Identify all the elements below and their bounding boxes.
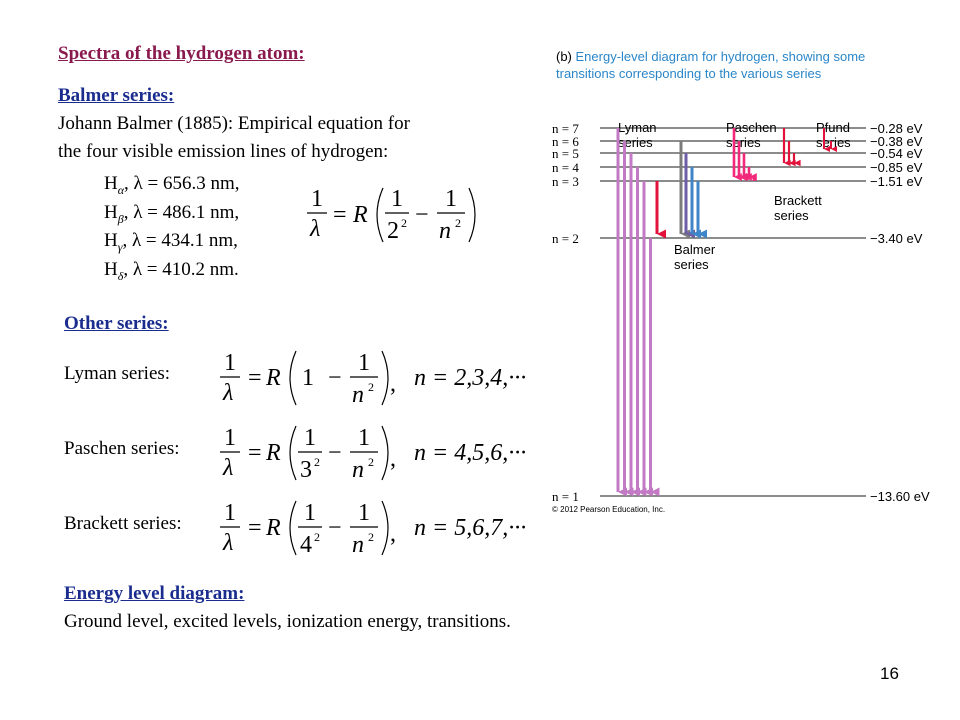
brackett-series-label: series (774, 208, 809, 223)
balmer-line-delta (104, 258, 239, 288)
line-value: , λ = 434.1 nm, (122, 230, 238, 251)
svg-text:1: 1 (445, 186, 457, 212)
balmer-line-beta (104, 201, 239, 231)
formula-text: , (390, 521, 396, 547)
formula-stroke (290, 501, 296, 555)
subscript: δ (117, 268, 124, 283)
other-heading: Other series: (64, 313, 169, 334)
symbol: H (104, 259, 118, 280)
formula-text: = (248, 440, 262, 466)
symbol: H (104, 202, 118, 223)
balmer-series-label: series (674, 257, 709, 272)
lyman-series-label: Lyman (618, 120, 657, 135)
svg-text:2: 2 (455, 216, 461, 230)
balmer-formula (305, 180, 505, 250)
svg-text:2: 2 (401, 216, 407, 230)
formula-second: n (439, 218, 451, 244)
level-energy-label: −1.51 eV (870, 174, 923, 189)
formula-text: n = 4,5,6,··· (414, 440, 527, 466)
formula-text: 4 (300, 532, 312, 558)
formula-text: 3 (300, 457, 312, 483)
level-energy-label: −0.28 eV (870, 121, 923, 136)
formula-text: λ (223, 530, 234, 556)
series-label: Brackett series: (64, 513, 182, 534)
diagram-caption (556, 48, 865, 82)
svg-text:−: − (415, 202, 429, 228)
formula-text: 1 (304, 425, 316, 451)
level-energy-label: −3.40 eV (870, 231, 923, 246)
level-energy-label: −0.38 eV (870, 134, 923, 149)
formula-text: 1 (224, 425, 236, 451)
formula-text: n (352, 532, 364, 558)
formula-text: − (328, 515, 342, 541)
formula-text: λ (223, 380, 234, 406)
series-formula (218, 495, 538, 561)
balmer-heading: Balmer series: (58, 85, 175, 106)
formula-text: n (352, 457, 364, 483)
subscript: β (117, 211, 124, 226)
line-value: , λ = 410.2 nm. (123, 259, 239, 280)
formula-text: 2 (314, 455, 320, 469)
brackett-series-label: Brackett (774, 193, 822, 208)
formula-text: 1 (358, 500, 370, 526)
formula-stroke (290, 351, 296, 405)
formula-text: 1 (224, 500, 236, 526)
level-n-label: n = 4 (552, 160, 579, 175)
level-energy-label: −13.60 eV (870, 489, 930, 504)
svg-text:1: 1 (311, 186, 323, 212)
formula-text: 1 (304, 500, 316, 526)
formula-text: 2 (314, 530, 320, 544)
series-formula (218, 420, 538, 486)
level-n-label: n = 1 (552, 489, 579, 504)
svg-text:λ: λ (310, 216, 321, 242)
line-value: , λ = 486.1 nm, (123, 202, 240, 223)
formula-text: = (248, 515, 262, 541)
energy-heading: Energy level diagram: (64, 583, 245, 604)
formula-text: 1 (358, 425, 370, 451)
paschen-series-label: series (726, 135, 761, 150)
balmer-text-line2: the four visible emission lines of hydrogen: (58, 141, 389, 162)
caption-line2: transitions corresponding to the various series (556, 66, 822, 81)
balmer-text-line1: Johann Balmer (1885): Empirical equation for (58, 113, 410, 134)
copyright: © 2012 Pearson Education, Inc. (552, 505, 666, 514)
slide-title: Spectra of the hydrogen atom: (58, 43, 305, 64)
caption-label: (b) (556, 49, 572, 64)
formula-first: 2 (387, 218, 399, 244)
formula-text: 1 (224, 350, 236, 376)
svg-text:1: 1 (391, 186, 403, 212)
formula-text: R (266, 515, 281, 541)
series-label: Paschen series: (64, 438, 180, 459)
formula-text: 2 (368, 455, 374, 469)
formula-text: R (266, 365, 281, 391)
formula-stroke (290, 426, 296, 480)
caption-line1: Energy-level diagram for hydrogen, showing some (575, 49, 866, 64)
pfund-series-label: Pfund (816, 120, 850, 135)
level-n-label: n = 7 (552, 121, 579, 136)
svg-text:R: R (353, 202, 368, 228)
formula-stroke (382, 351, 388, 405)
formula-text: = (248, 365, 262, 391)
level-n-label: n = 5 (552, 146, 579, 161)
formula-text: 1 (302, 365, 314, 391)
page-number: 16 (880, 664, 899, 683)
formula-text: n (352, 382, 364, 408)
balmer-line-alpha (104, 172, 240, 202)
pfund-series-label: series (816, 135, 851, 150)
formula-text: , (390, 371, 396, 397)
paschen-series-label: Paschen (726, 120, 777, 135)
formula-text: n = 2,3,4,··· (414, 365, 527, 391)
energy-level-diagram (548, 112, 948, 572)
series-label: Lyman series: (64, 363, 171, 384)
formula-stroke (382, 426, 388, 480)
level-n-label: n = 6 (552, 134, 579, 149)
line-value: , λ = 656.3 nm, (124, 173, 240, 194)
formula-text: n = 5,6,7,··· (414, 515, 527, 541)
level-n-label: n = 3 (552, 174, 579, 189)
level-energy-label: −0.54 eV (870, 146, 923, 161)
lyman-series-label: series (618, 135, 653, 150)
formula-text: − (328, 365, 342, 391)
subscript: α (117, 182, 125, 197)
formula-text: − (328, 440, 342, 466)
formula-text: , (390, 446, 396, 472)
formula-text: 2 (368, 530, 374, 544)
balmer-line-gamma (104, 229, 238, 259)
symbol: H (104, 230, 118, 251)
energy-text: Ground level, excited levels, ionization energy, transitions. (64, 611, 511, 632)
formula-text: 2 (368, 380, 374, 394)
formula-text: λ (223, 455, 234, 481)
series-formula (218, 345, 538, 411)
level-energy-label: −0.85 eV (870, 160, 923, 175)
subscript: γ (117, 239, 123, 254)
formula-text: 1 (358, 350, 370, 376)
balmer-series-label: Balmer (674, 242, 716, 257)
level-n-label: n = 2 (552, 231, 579, 246)
formula-stroke (382, 501, 388, 555)
svg-text:=: = (333, 202, 347, 228)
symbol: H (104, 173, 118, 194)
formula-text: R (266, 440, 281, 466)
